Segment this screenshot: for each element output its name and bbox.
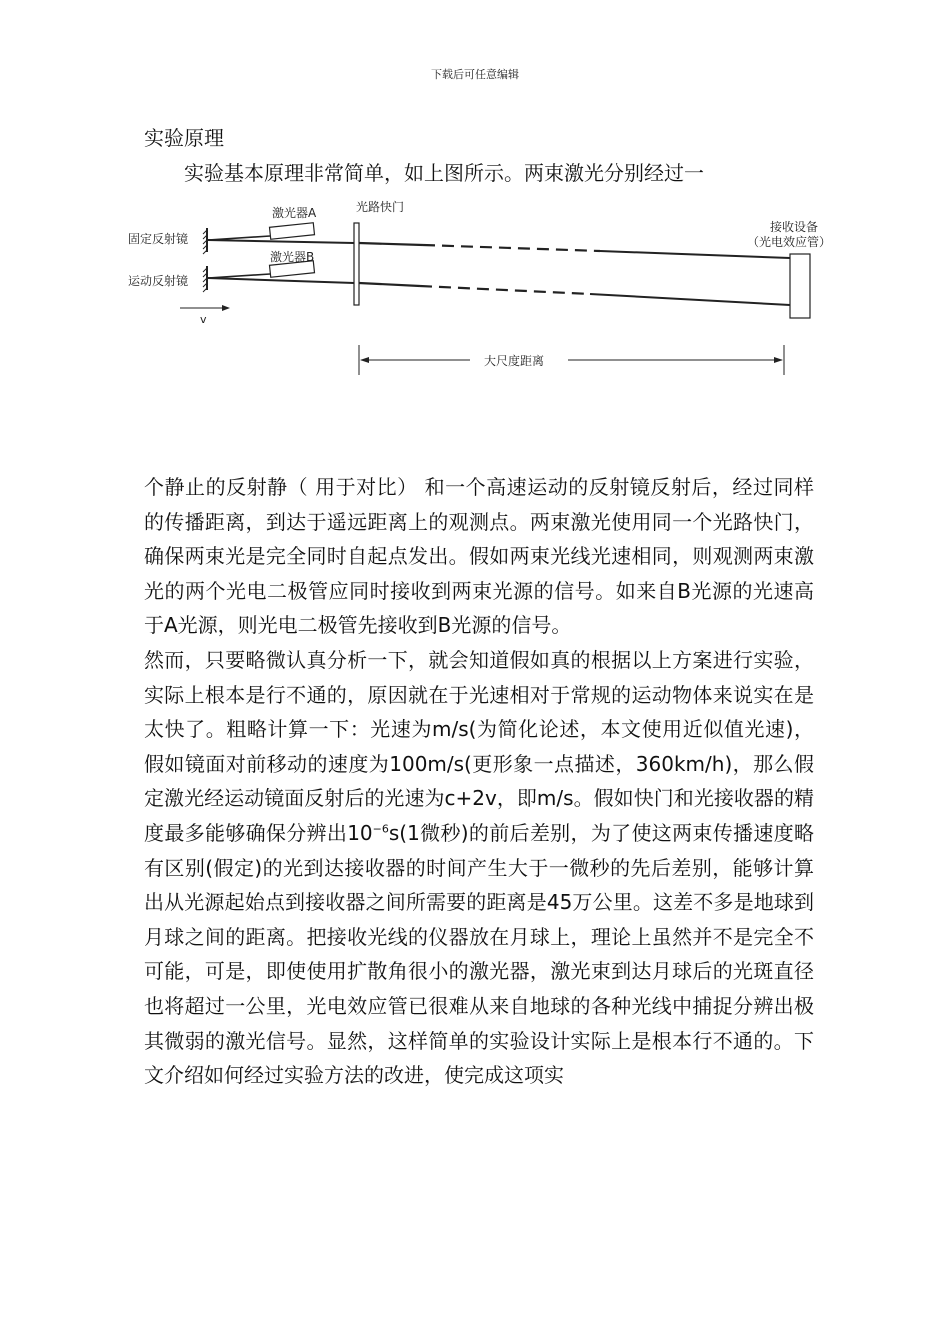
page-header: 下载后可任意编辑 <box>431 68 519 81</box>
analysis-text-part1: 然而，只要略微认真分析一下，就会知道假如真的根据以上方案进行实验，实际上根本是行不通的，原因就在于光速相对于常规的运动物体来说实在是太快了。粗略计算一下：光速为m/s(为简化论述，本文使用近似值光速)，假如镜面对前移动的速度为100m/s(更形象一点描述，360km/h)，那么假定激光经运动镜面反射后的光速为c+2v，即m/s。假如快门和光接收器的精度最多能够确保分辨出10 <box>144 647 814 845</box>
laser-a-box <box>269 223 314 240</box>
label-laser-a: 激光器A <box>272 206 317 220</box>
beam-lower-dashed <box>420 286 590 294</box>
paragraph-intro-continued: 个静止的反射静（ 用于对比） 和一个高速运动的反射镜反射后，经过同样的传播距离，到达于遥远距离上的观测点。两束激光使用同一个光路快门，确保两束光是完全同时自起点发出。假如两束光线光速相同，则观测两束激光的两个光电二极管应同时接收到两束光源的信号。如来自B光源的光速高于A光源，则光电二极管先接收到B光源的信号。 <box>144 475 814 638</box>
distance-arrowhead-right <box>774 357 783 363</box>
label-distance: 大尺度距离 <box>484 354 545 368</box>
beam-upper-solid <box>208 240 354 243</box>
label-shutter: 光路快门 <box>356 200 405 214</box>
label-moving-mirror: 运动反射镜 <box>128 274 189 288</box>
label-fixed-mirror: 固定反射镜 <box>128 232 189 246</box>
beam-lower-far <box>590 294 790 305</box>
beam-upper-far <box>600 251 790 258</box>
paragraph-intro-line: 实验基本原理非常简单，如上图所示。两束激光分别经过一 <box>184 161 704 185</box>
paragraph-body <box>144 470 814 1093</box>
label-laser-b: 激光器B <box>270 250 315 264</box>
beam-lower-mid <box>359 283 420 286</box>
distance-arrowhead-left <box>360 357 369 363</box>
label-receiver-line2: （光电效应管） <box>747 235 832 249</box>
beam-upper-mid <box>359 243 423 245</box>
label-receiver-line1: 接收设备 <box>770 220 819 234</box>
light-shutter <box>354 223 359 305</box>
section-title: 实验原理 <box>144 126 224 150</box>
analysis-text-part2: s(1微秒)的前后差别，为了使这两束传播速度略有区别(假定)的光到达接收器的时间产生大于一微秒的先后差别，能够计算出从光源起始点到接收器之间所需要的距离是45万公里。这差不多是地球到月球之间的距离。把接收光线的仪器放在月球上，理论上虽然并不是完全不可能，可是，即使使用扩散角很小的激光器，激光束到达月球后的光斑直径也将超过一公里，光电效应管已很难从来自地球的各种光线中捕捉分辨出极其微弱的激光信号。显然，这样简单的实验设计实际上是根本行不通的。下文介绍如何经过实验方法的改进，使完成这项实 <box>144 820 815 1088</box>
beam-lower-solid <box>208 278 354 283</box>
receiver-box <box>790 254 810 318</box>
exponent: −6 <box>372 822 389 836</box>
experiment-diagram <box>0 0 950 400</box>
label-velocity: v <box>200 313 207 326</box>
paragraph-analysis <box>144 643 814 1093</box>
velocity-arrowhead <box>222 305 230 311</box>
beam-upper-dashed <box>423 245 600 251</box>
